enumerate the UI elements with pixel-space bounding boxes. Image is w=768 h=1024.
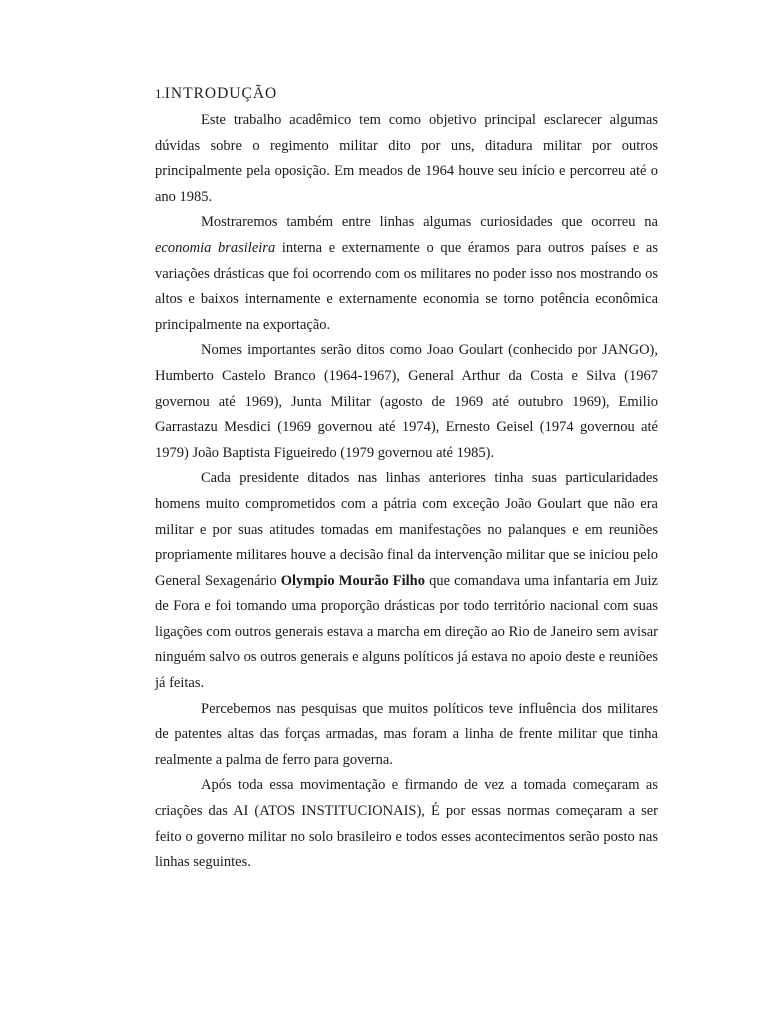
section-heading (155, 85, 277, 103)
paragraph-1: Este trabalho acadêmico tem como objetivo principal esclarecer algumas dúvidas sobre o regimento militar dito por uns, ditadura militar por outros principalmente pela oposição. Em meados de 1964 houve seu início e percorreu até o ano 1985. (155, 112, 658, 205)
paragraph-2 (155, 210, 658, 338)
paragraph-3: Nomes importantes serão ditos como Joao Goulart (conhecido por JANGO), Humberto Castelo Branco (1964-1967), General Arthur da Costa e Silva (1967 governou até 1969), Junta Militar (agosto de 1969 até outubro 1969), Emilio Garrastazu Mesdici (1969 governou até 1974), Ernesto Geisel (1974 governou até 1979) João Baptista Figueiredo (1979 governou até 1985). (155, 342, 658, 461)
paragraph-2-text-end: interna e externamente o que éramos para outros países e as variações drásticas que foi ocorrendo com os militares no poder isso nos mostrando os altos e baixos internamente e externamente economia se torno potência econômica principalmente na exportação. (155, 239, 659, 333)
section-title: INTRODUÇÃO (164, 85, 278, 102)
paragraph-4 (155, 466, 658, 696)
paragraph-2-text-start: Mostraremos também entre linhas algumas curiosidades que ocorreu na (201, 214, 658, 231)
paragraph-4-text-end: que comandava uma infantaria em Juiz de Fora e foi tomando uma proporção drásticas por todo território nacional com suas ligações com outros generais estava a marcha em direção ao Rio de Janeiro sem avisar ninguém salvo os outros generais e alguns políticos já estava no apoio deste e reuniões já feitas. (155, 572, 658, 692)
paragraph-5: Percebemos nas pesquisas que muitos políticos teve influência dos militares de patentes altas das forças armadas, mas foram a linha de frente militar que tinha realmente a palma de ferro para governa. (155, 700, 658, 768)
italic-phrase: economia brasileira (155, 239, 276, 256)
section-number: 1. (155, 86, 165, 101)
document-body (155, 108, 658, 876)
paragraph-6: Após toda essa movimentação e firmando de vez a tomada começaram as criações das AI (ATOS INSTITUCIONAIS), É por essas normas começaram a ser feito o governo militar no solo brasileiro e todos esses acontecimentos serão posto nas linhas seguintes. (155, 777, 658, 871)
paragraph-4-text-start: Cada presidente ditados nas linhas anteriores tinha suas particularidades homens muito comprometidos com a pátria com exceção João Goulart que não era militar e por suas atitudes tomadas em manifestações no palanques e em reuniões propriamente militares houve a decisão final da intervenção militar que se iniciou pelo General Sexagenário (155, 470, 658, 589)
bold-name: Olympio Mourão Filho (280, 572, 425, 589)
